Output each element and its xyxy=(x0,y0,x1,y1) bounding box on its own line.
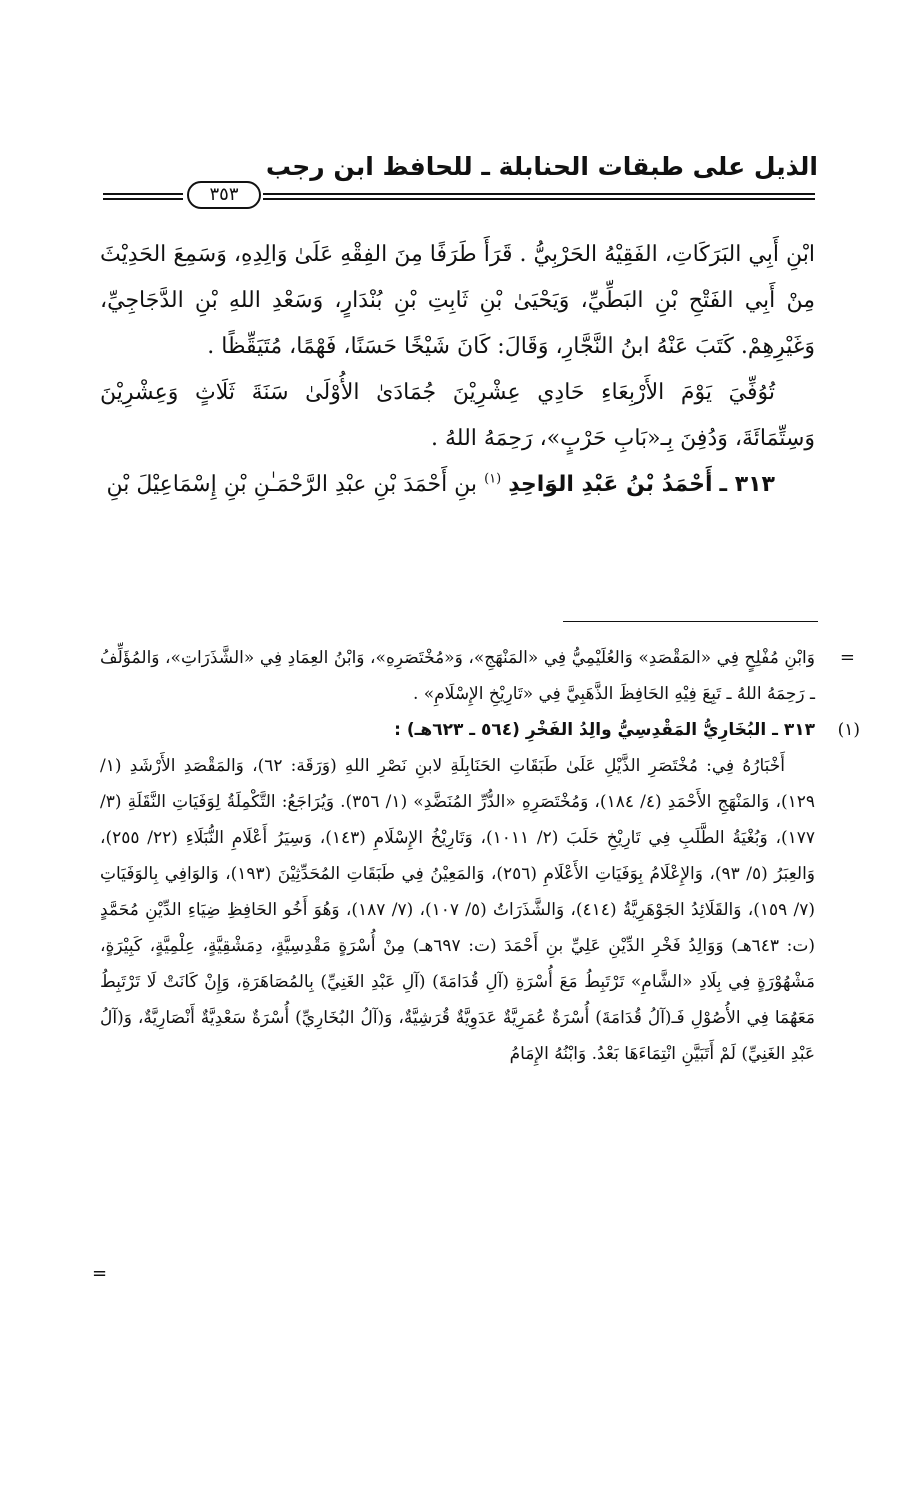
entry-heading xyxy=(100,462,815,508)
footnote-body xyxy=(100,748,815,1072)
footnote-number: (١) xyxy=(837,720,860,740)
footnote-text: وَابْنِ مُفْلِحٍ فِي «المَقْصَدِ» وَالعُلَيْمِيُّ فِي «المَنْهَجِ»، وَ«مُخْتَصَرِهِ»، وَابْنُ العِمَادِ فِي «الشَّذَرَاتِ»، وَالمُؤَلِّفُ ـ رَحِمَهُ اللهُ ـ تَبِعَ فِيْهِ الحَافِظَ الذَّهَبِيَّ فِي «تَارِيْخِ الإِسْلَامِ» . xyxy=(100,648,815,704)
footnote-heading xyxy=(100,712,860,748)
entry-number: ٣١٣ ـ xyxy=(719,472,775,497)
footnote-separator xyxy=(563,621,818,622)
paragraph: تُوُفِّيَ يَوْمَ الأَرْبِعَاءِ حَادِي عِشْرِيْنَ جُمَادَىٰ الأُوْلَىٰ سَنَةَ ثَلَاثٍ وَعِشْرِيْنَ وَسِتِّمَائَةَ، وَدُفِنَ بِـ«بَابِ حَرْبٍ»، رَحِمَهُ اللهُ . xyxy=(100,380,815,451)
rule-line xyxy=(263,198,815,200)
rule-line xyxy=(263,193,815,195)
running-title: الذيل على طبقات الحنابلة ـ للحافظ ابن رجب xyxy=(265,152,818,181)
continuation-mark-end: = xyxy=(92,1263,108,1284)
footnote-continuation xyxy=(100,640,855,712)
footnotes xyxy=(100,640,860,1072)
footnote-reference[interactable]: (١) xyxy=(484,471,502,487)
page-number: ٣٥٣ xyxy=(187,181,261,209)
rule-line xyxy=(103,193,183,195)
continuation-mark: = xyxy=(839,647,855,668)
entry-name: أَحْمَدُ بْنُ عَبْدِ الوَاحِدِ xyxy=(508,472,713,497)
entry-text: بنِ أَحْمَدَ بْنِ عبْدِ الرَّحْمَـٰنِ بْنِ إِسْمَاعِيْلَ بْنِ xyxy=(106,472,478,497)
header-rule xyxy=(103,181,815,211)
main-text xyxy=(100,232,815,508)
footnote-text: أَخْبَارُهُ فِي: مُخْتَصَرِ الذَّيْلِ عَلَىٰ طَبَقَاتِ الحَنَابِلَةِ لابنِ نَصْرِ اللهِ (وَرَقَة: ٦٢)، وَالمَقْصَدِ الأَرْشَدِ (١/ ١٢٩)، وَالمَنْهَجِ الأَحْمَدِ (٤/ ١٨٤)، وَمُخْتَصَرِهِ «الدُّرِّ المُنَضَّدِ» (١/ ٣٥٦). وَيُرَاجَعُ: التَّكْمِلَةُ لِوَفَيَاتِ النَّقَلَةِ (٣/ ١٧٧)، وَبُغْيَةُ الطَّلَبِ فِي تَارِيْخِ حَلَبَ (٢/ ١٠١١)، وَتَارِيْخُ الإِسْلَامِ (١٤٣)، وَسِيَرُ أَعْلَامِ النُّبَلَاءِ (٢٢/ ٢٥٥)، وَالعِبَرُ (٥/ ٩٣)، وَالإِعْلَامُ بِوَفَيَاتِ الأَعْلَامِ (٢٥٦)، وَالمَعِيْنُ فِي طَبَقَاتِ المُحَدِّثِيْنَ (١٩٣)، وَالوَافِي بِالوَفَيَاتِ (٧/ ١٥٩)، وَالقَلَائِدُ الجَوْهَرِيَّةُ (٤١٤)، وَالشَّذَرَاتُ (٥/ ١٠٧)، (٧/ ١٨٧)، وَهُوَ أَخُو الحَافِظِ ضِيَاءِ الدِّيْنِ مُحَمَّدٍ (ت: ٦٤٣هـ) وَوَالِدُ فَخْرِ الدِّيْنِ عَلِيِّ بنِ أَحْمَدَ (ت: ٦٩٧هـ) مِنْ أُسْرَةٍ مَقْدِسِيَّةٍ، دِمَشْقِيَّةٍ، عِلْمِيَّةٍ، كَبِيْرَةٍ، مَشْهُوْرَةٍ فِي بِلَادِ «الشَّامِ» تَرْتَبِطُ مَعَ أُسْرَةِ (آلِ قُدَامَةَ) (آلِ عَبْدِ الغَنِيِّ) بِالمُصَاهَرَةِ، وَإِنْ كَانَتْ لَا تَرْتَبِطُ مَعَهُمَا فِي الأُصُوْلِ فَـ(آلُ قُدَامَةَ) أُسْرَةٌ عُمَرِيَّةٌ عَدَوِيَّةٌ قُرَشِيَّةٌ، وَ(آلُ البُخَارِيِّ) أُسْرَةٌ سَعْدِيَّةٌ أَنْصَارِيَّةٌ، وَ(آلُ عَبْدِ الغَنِيِّ) لَمْ أَتَبَيَّنِ انْتِمَاءَهَا بَعْدُ. وَابْنُهُ الإِمَامُ xyxy=(100,756,816,1064)
rule-line xyxy=(103,198,183,200)
paragraph: ابْنِ أَبِي البَرَكَاتِ، الفَقِيْهُ الحَرْبِيُّ . قَرَأَ طَرَفًا مِنَ الفِقْهِ عَلَىٰ وَالِدِهِ، وَسَمِعَ الحَدِيْثَ مِنْ أَبِي الفَتْحِ بْنِ البَطِّيِّ، وَيَحْيَىٰ بْنِ ثَابِتِ بْنِ بُنْدَارٍ، وَسَعْدِ اللهِ بْنِ الدَّجَاجِيِّ، وَغَيْرِهِمْ. كَتَبَ عَنْهُ ابنُ النَّجَّارِ، وَقَالَ: كَانَ شَيْخًا حَسَنًا، فَهْمًا، مُتَيَقِّظًا . xyxy=(100,242,815,359)
footnote-title: ٣١٣ ـ البُخَارِيُّ المَقْدِسِيُّ والِدُ الفَخْرِ (٥٦٤ ـ ٦٢٣هـ) : xyxy=(394,720,815,740)
